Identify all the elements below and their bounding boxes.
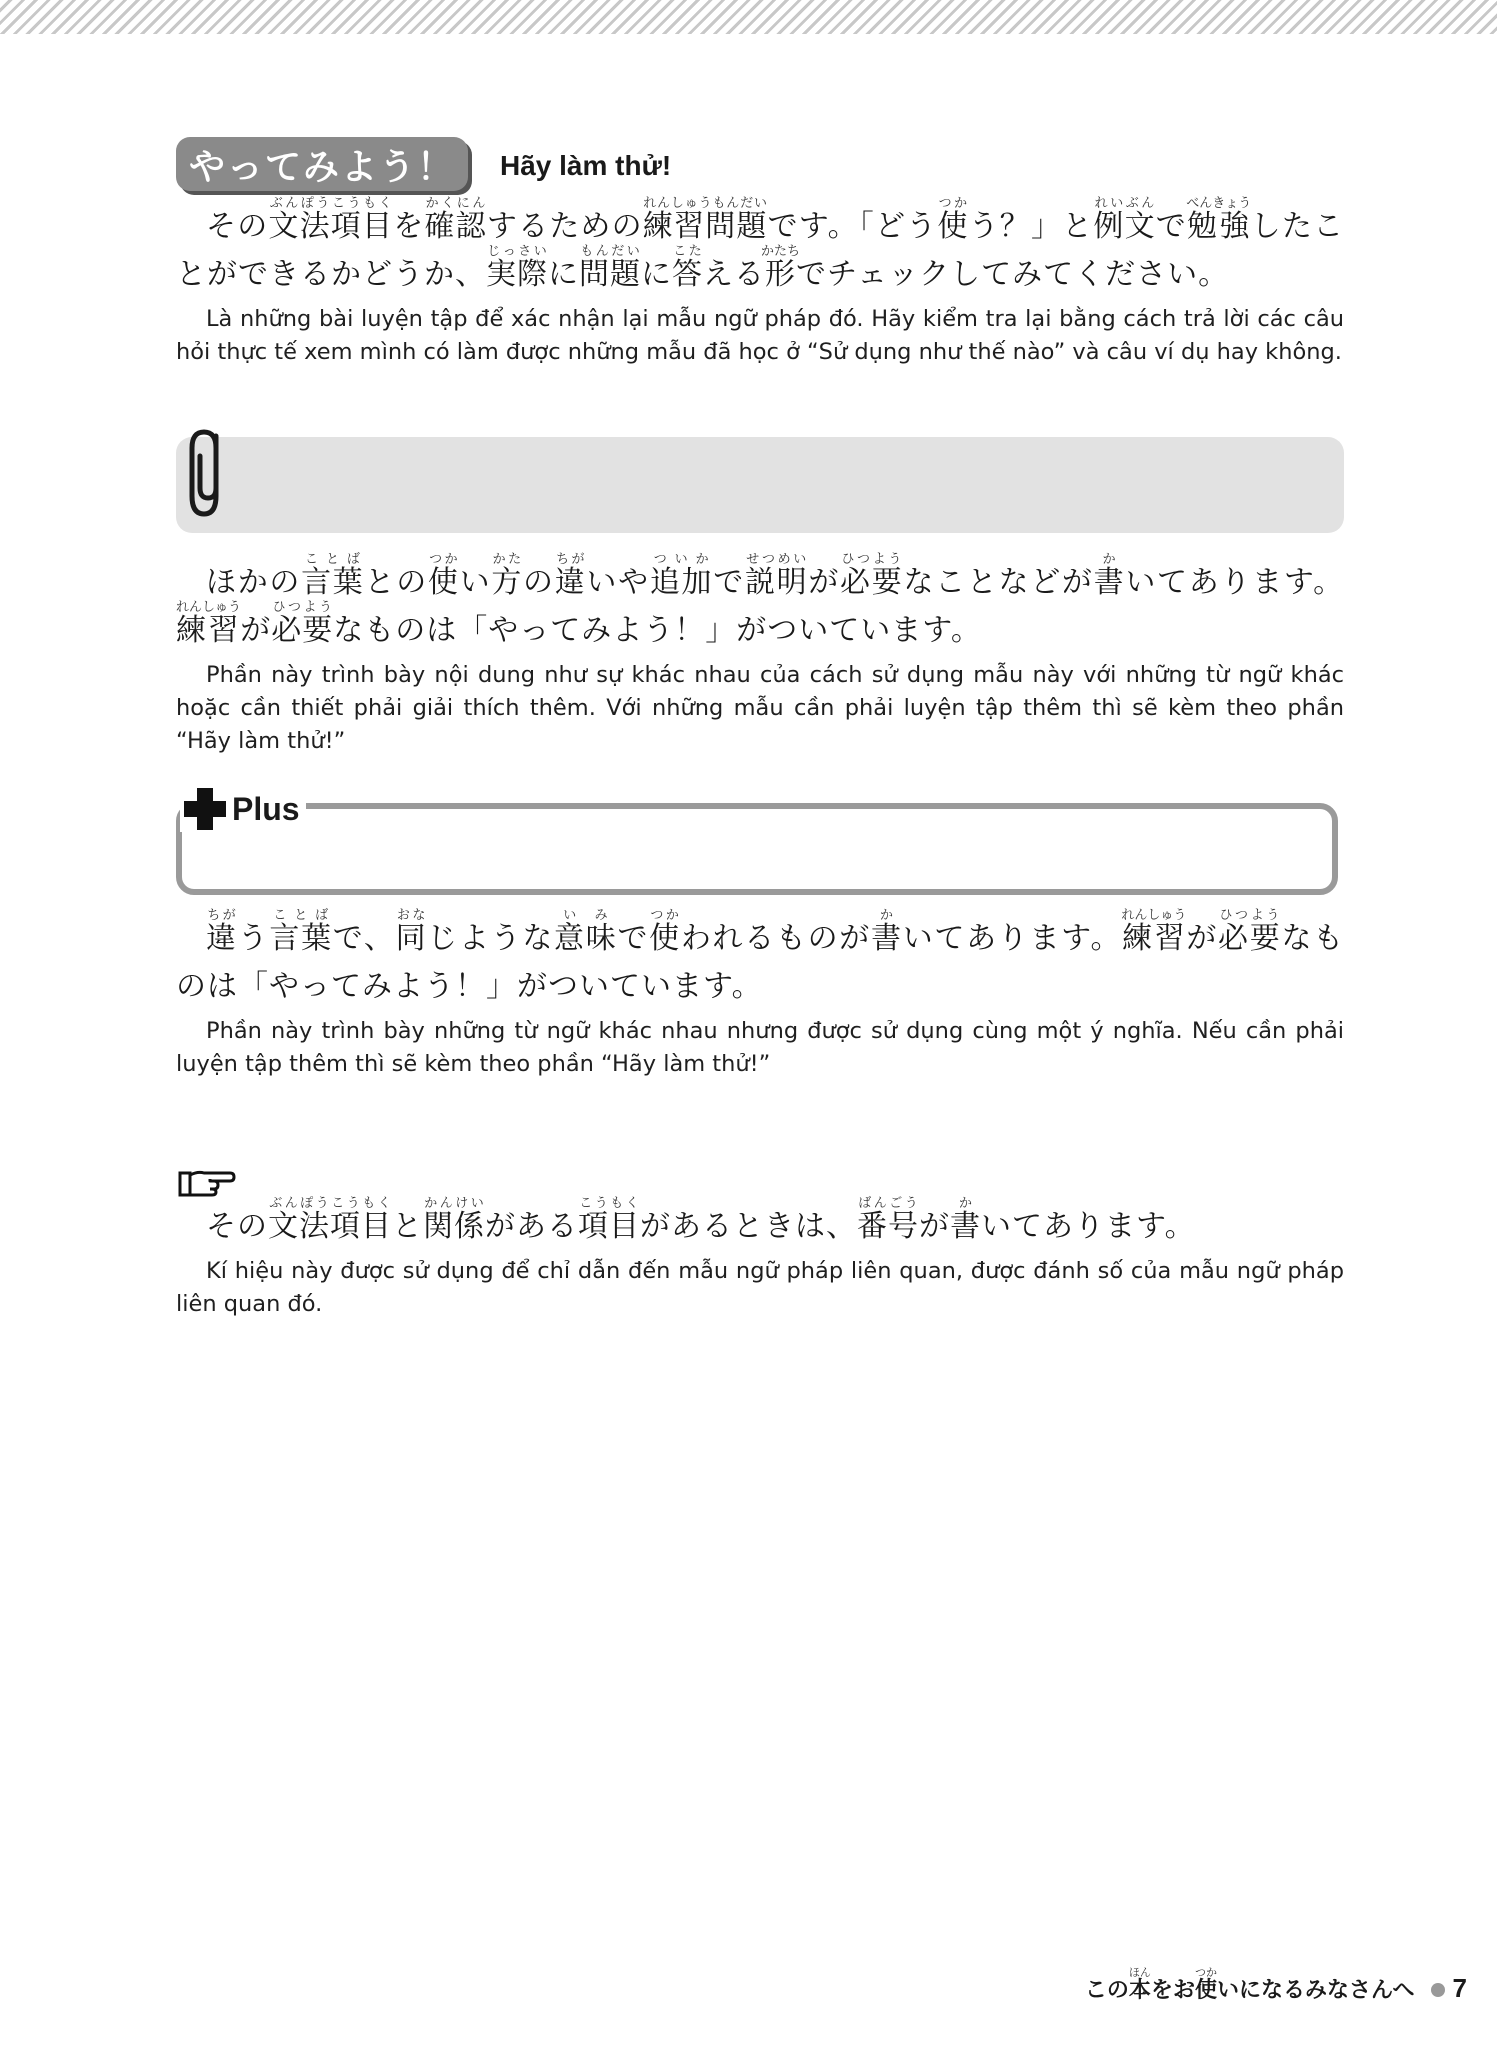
vi-paragraph: Phần này trình bày nội dung như sự khác nhau của cách sử dụng mẫu này với những từ ngữ khác hoặc cần thiết phải giải thích thêm. Với những mẫu cần phải luyện tập thêm thì sẽ kèm theo phần “Hãy làm thử!”: [176, 662, 1344, 754]
page-number: 7: [1452, 1973, 1467, 2003]
try-it-tag: やってみよう！: [176, 137, 468, 191]
vi-paragraph: Kí hiệu này được sử dụng để chỉ dẫn đến mẫu ngữ pháp liên quan, được đánh số của mẫu ngữ pháp liên quan đó.: [176, 1258, 1344, 1317]
jp-paragraph: 違ちがう言葉ことばで、同おなじような意味いみで使つかわれるものが書かいてあります。練習れんしゅうが必要ひつようなものは「やってみよう！」がついています。: [176, 908, 1345, 1004]
plus-header: [180, 786, 306, 832]
plus-label: Plus: [232, 790, 300, 827]
try-it-subtitle: Hãy làm thử!: [500, 150, 672, 181]
jp-paragraph: その文法項目ぶんぽうこうもくを確認かくにんするための練習問題れんしゅうもんだいです。「どう使つかう？」と例文れいぶんで勉強べんきょうしたことができるかどうか、実際じっさいに問題もんだいに答こたえる形かたちでチェックしてみてください。: [176, 196, 1345, 292]
plus-box: [176, 803, 1338, 895]
section-plus: [176, 908, 1344, 1081]
section-note: [176, 552, 1344, 758]
section-try-it: [176, 196, 1344, 369]
footer-dot: [1431, 1983, 1445, 1997]
plus-icon: [180, 786, 230, 832]
paperclip-icon: [186, 426, 236, 522]
vi-paragraph: Là những bài luyện tập để xác nhận lại mẫu ngữ pháp đó. Hãy kiểm tra lại bằng cách trả lời các câu hỏi thực tế xem mình có làm được những mẫu đã học ở “Sử dụng như thế nào” và câu ví dụ hay không.: [176, 306, 1344, 365]
vi-paragraph: Phần này trình bày những từ ngữ khác nhau nhưng được sử dụng cùng một ý nghĩa. Nếu cần phải luyện tập thêm thì sẽ kèm theo phần “Hãy làm thử!”: [176, 1018, 1344, 1077]
note-bar: [176, 437, 1344, 533]
footer-text: この本ほんをお使つかいになるみなさんへ: [1084, 1966, 1415, 2003]
jp-paragraph: その文法項目ぶんぽうこうもくと関係かんけいがある項目こうもくがあるときは、番号ばんごうが書かいてあります。: [206, 1196, 1196, 1244]
header-stripe-bar: [0, 0, 1497, 34]
page-footer: [1085, 1966, 1467, 2004]
jp-paragraph: ほかの言葉ことばとの使つかい方かたの違ちがいや追加ついかで説明せつめいが必要ひつようなことなどが書かいてあります。練習れんしゅうが必要ひつようなものは「やってみよう！」がついています。: [176, 552, 1345, 648]
section-reference: [176, 1196, 1344, 1321]
